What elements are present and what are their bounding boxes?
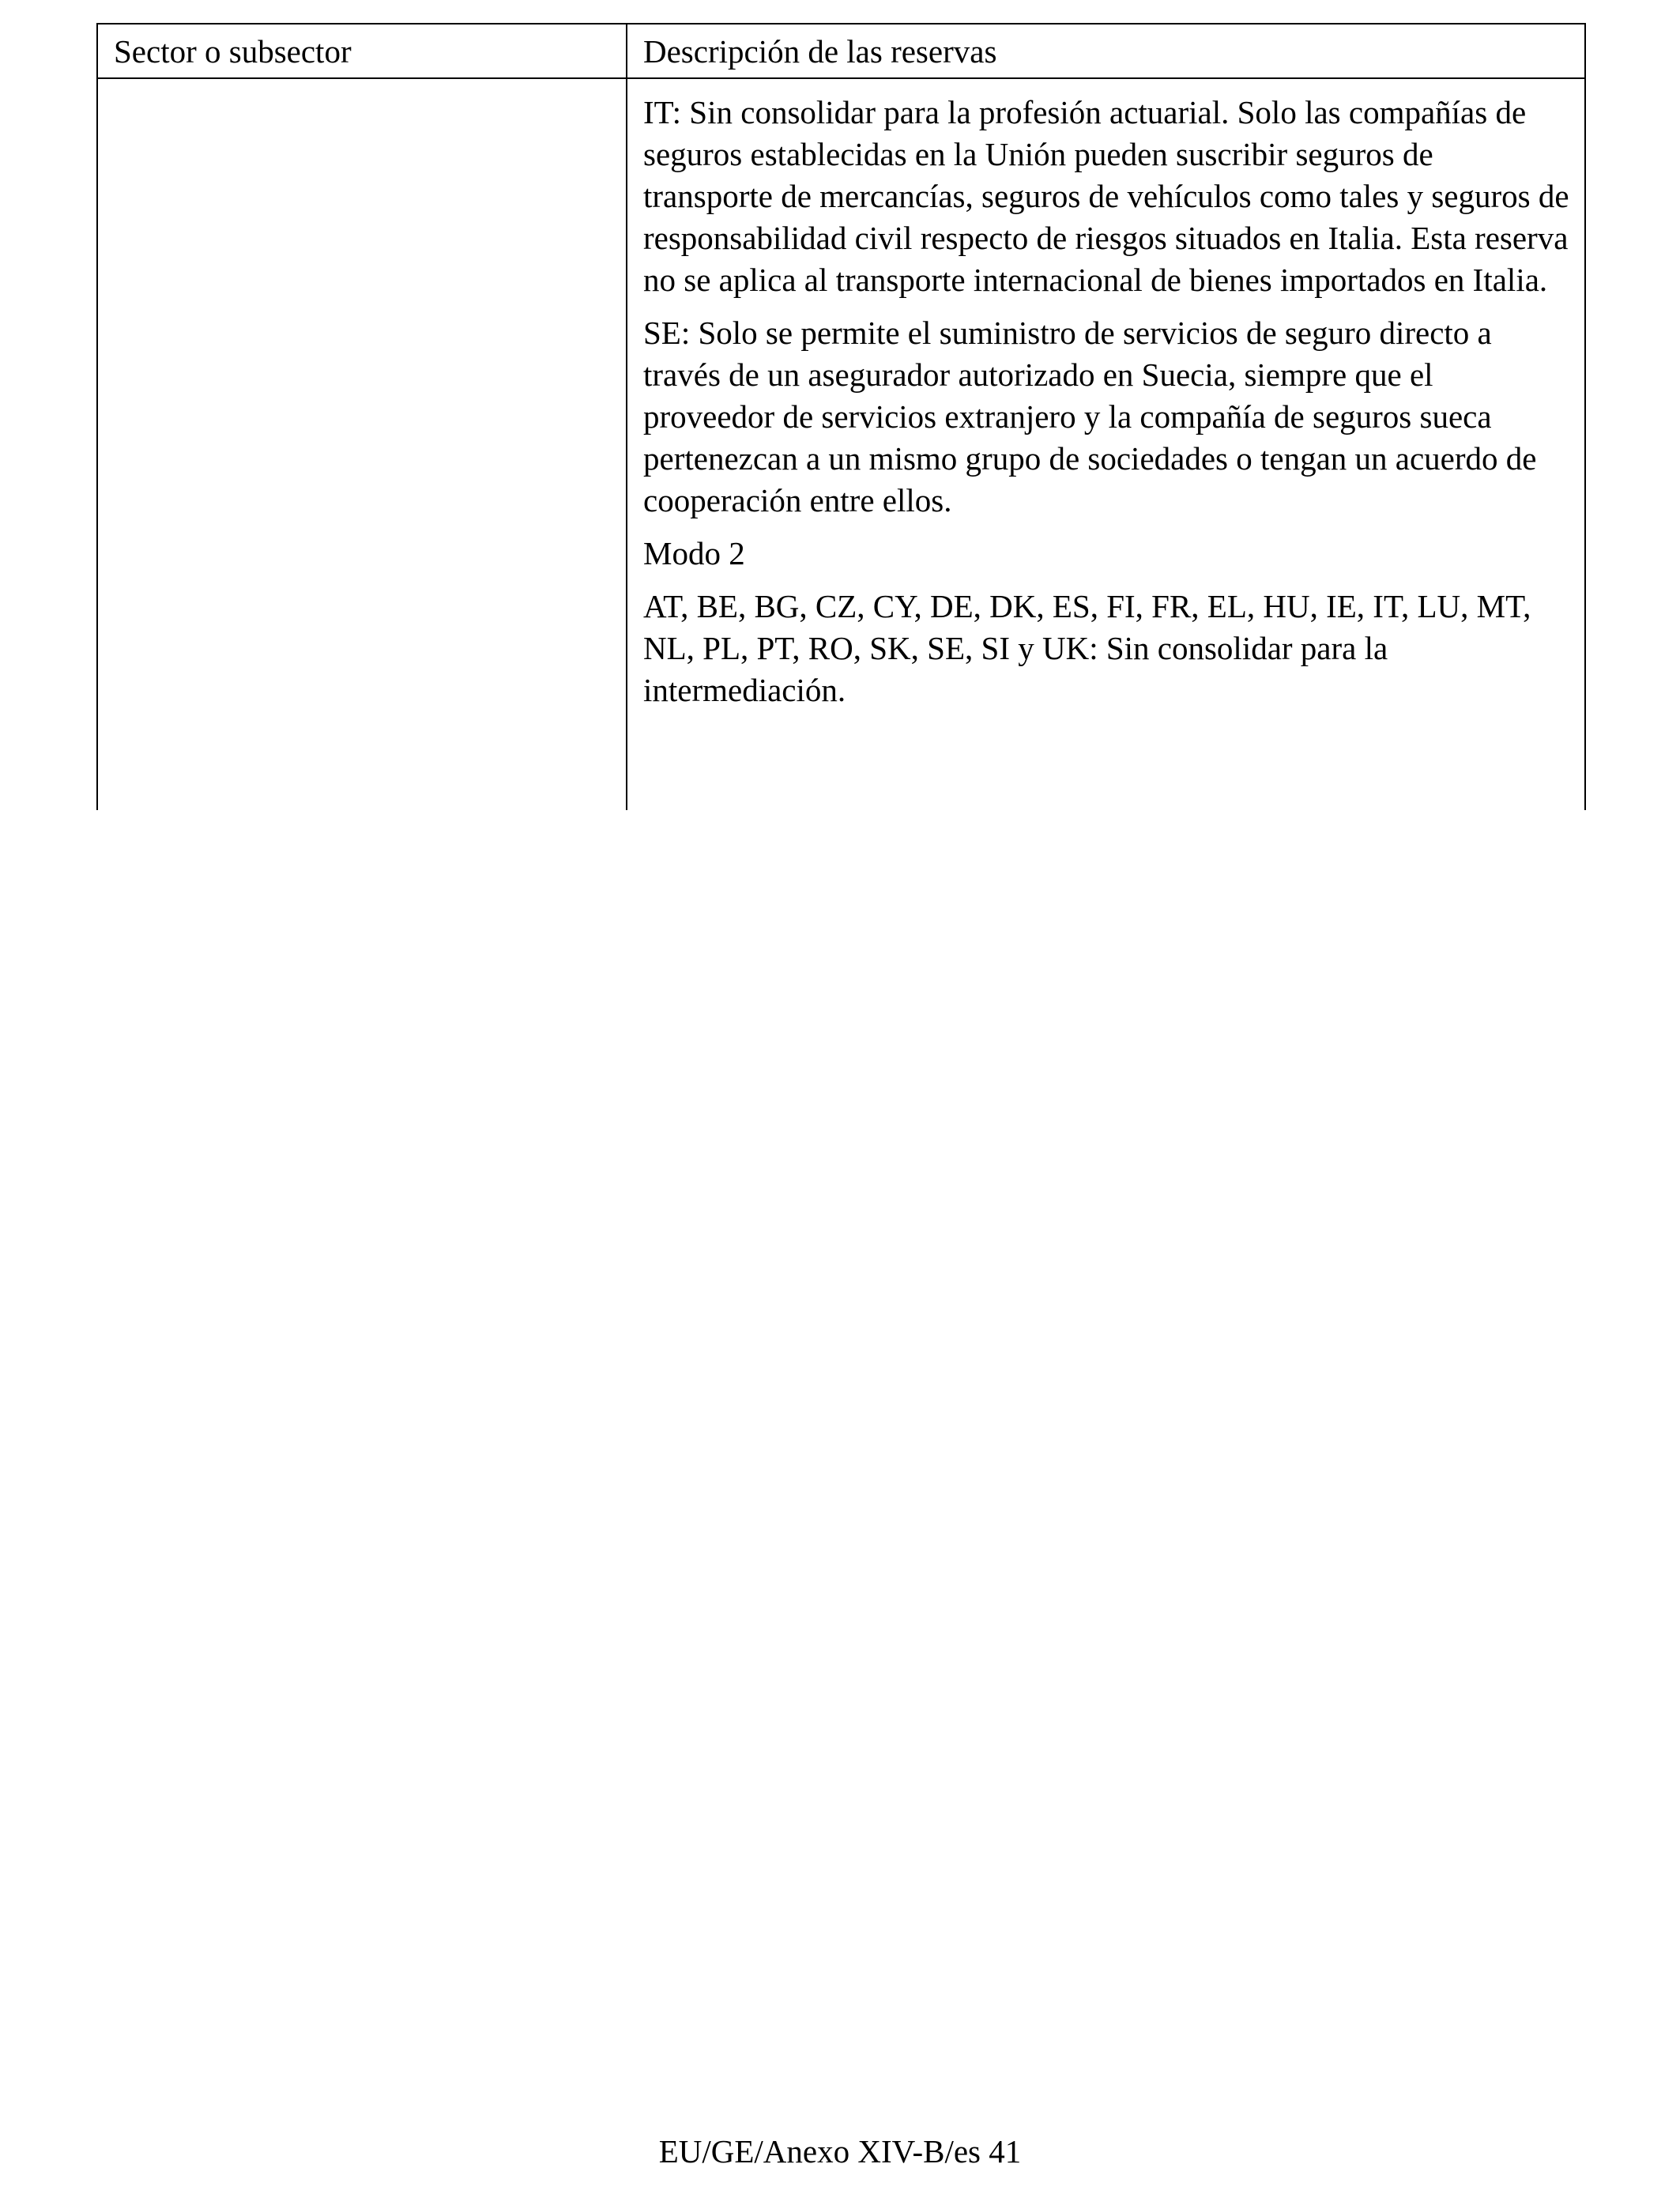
table-row bbox=[97, 78, 1585, 810]
page-footer: EU/GE/Anexo XIV-B/es 41 bbox=[658, 2133, 1022, 2169]
cell-description bbox=[627, 78, 1585, 810]
table-header-row bbox=[97, 24, 1585, 78]
cell-sector bbox=[97, 78, 627, 810]
paragraph-mode-heading: Modo 2 bbox=[643, 535, 745, 571]
paragraph-mode2-reservation: AT, BE, BG, CZ, CY, DE, DK, ES, FI, FR, EL, HU, IE, IT, LU, MT, NL, PL, PT, RO, SK, SE, SI y UK: Sin consolidar para la intermediación. bbox=[643, 588, 1531, 708]
header-description: Descripción de las reservas bbox=[627, 24, 1585, 78]
reservations-table bbox=[96, 23, 1586, 810]
header-sector: Sector o subsector bbox=[97, 24, 627, 78]
paragraph-se-reservation: SE: Solo se permite el suministro de servicios de seguro directo a través de un asegurador autorizado en Suecia, siempre que el proveedor de servicios extranjero y la compañía de seguros sueca pertenezcan a un mismo grupo de sociedades o tengan un acuerdo de cooperación entre ellos. bbox=[643, 315, 1537, 518]
paragraph-it-reservation: IT: Sin consolidar para la profesión actuarial. Solo las compañías de seguros establecidas en la Unión pueden suscribir seguros de transporte de mercancías, seguros de vehículos como tales y seguros de responsabilidad civil respecto de riesgos situados en Italia. Esta reserva no se aplica al transporte internacional de bienes importados en Italia. bbox=[643, 94, 1569, 298]
